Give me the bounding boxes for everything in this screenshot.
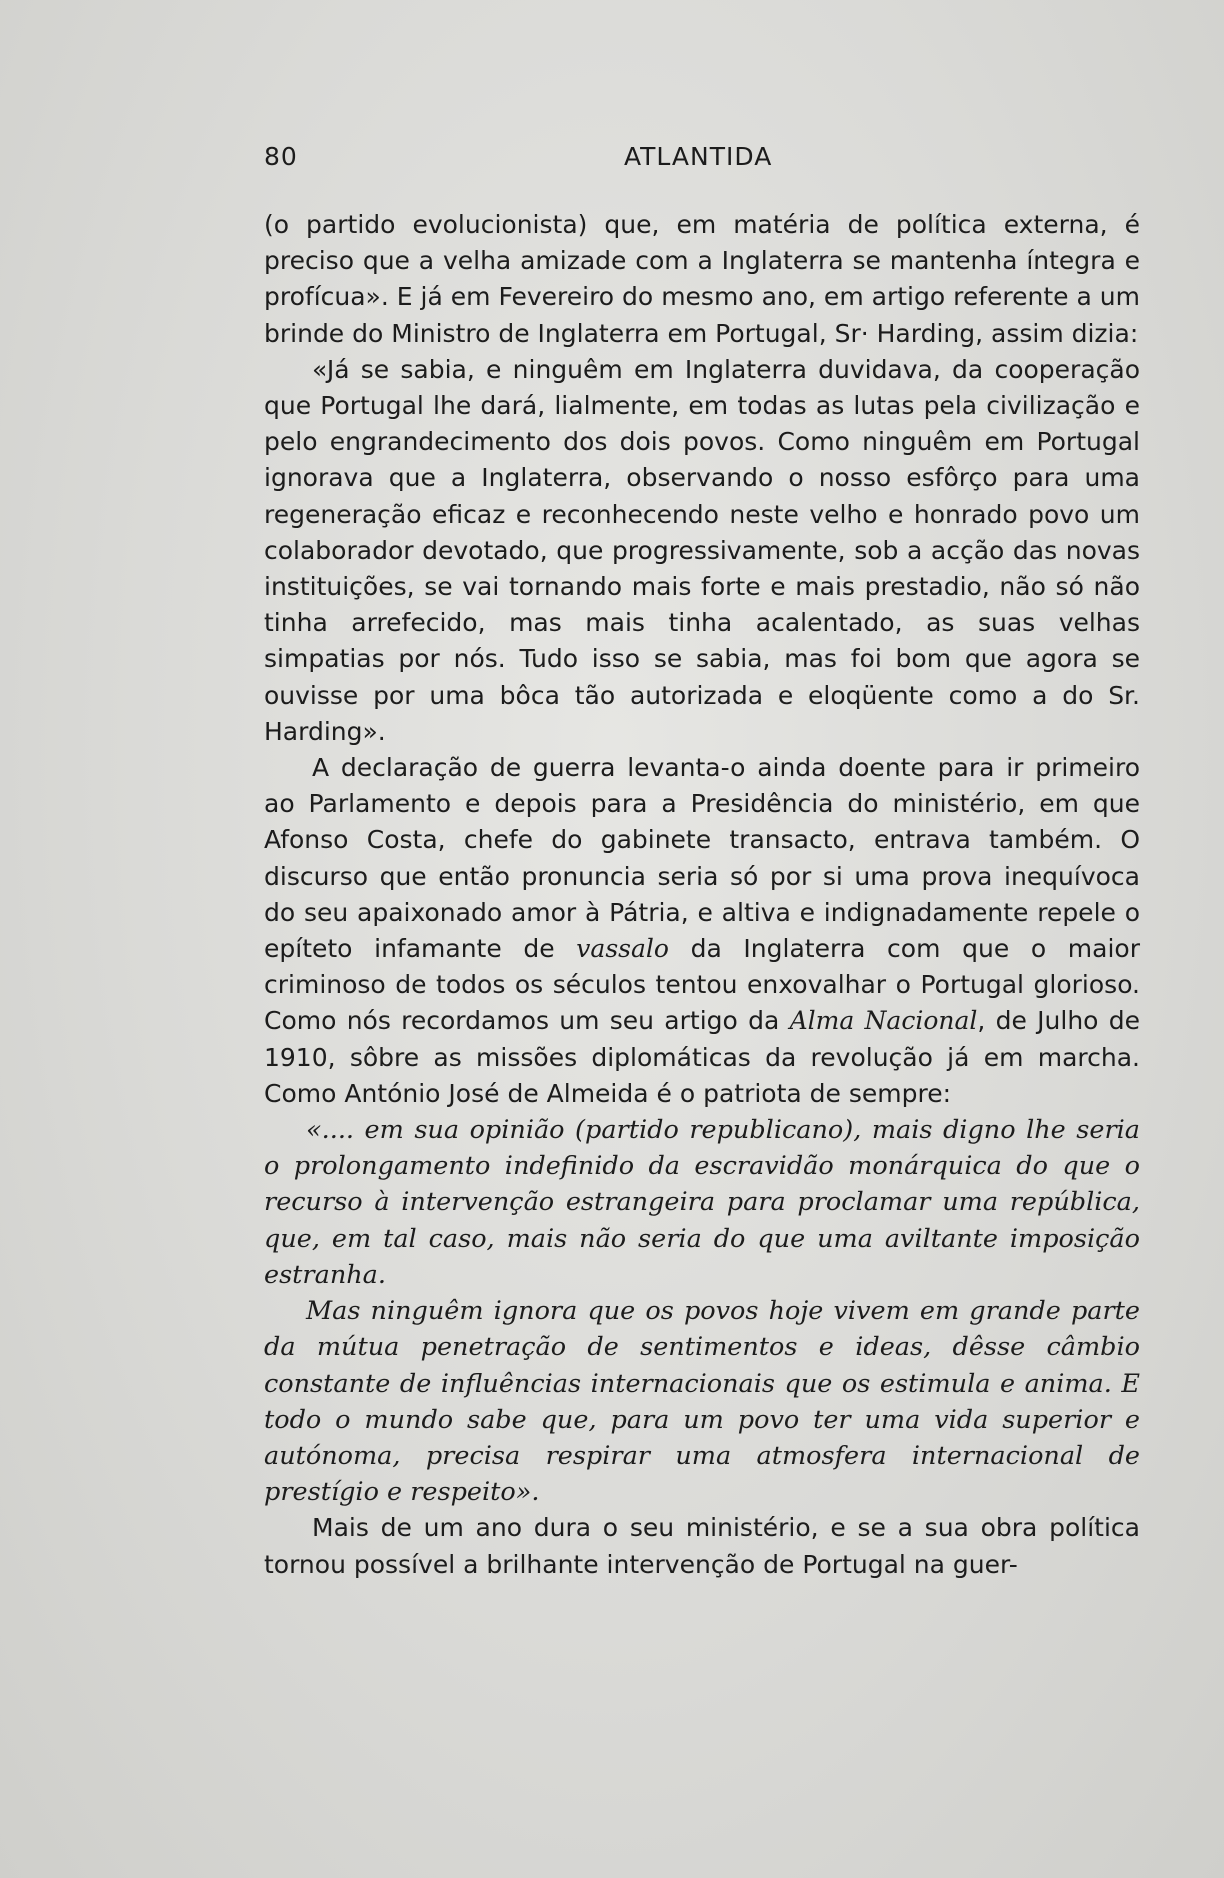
- italic-quotation-2: Mas ninguêm ignora que os povos hoje vivem em grande parte da mútua penetração de sentimentos e ideas, dêsse câmbio constante de influências internacionais que os estimula e anima. E todo o mundo sabe que, para um povo ter uma vida superior e autónoma, precisa respirar uma atmosfera internacional de prestígio e respeito».: [264, 1296, 1140, 1508]
- paragraph-3-text-a: A declaração de guerra levanta-o ainda doente para ir primeiro ao Parlamento e depois para a Presidência do ministério, em que Afonso Costa, chefe do gabinete transacto, entrava também. O discurso que então pronuncia seria só por si uma prova inequívoca do seu apaixonado amor à Pátria, e altiva e indignadamente repele o epíteto infamante de: [264, 753, 1140, 964]
- paragraph-3-text-b: da Inglaterra com que o maior criminoso de todos os séculos tentou enxovalhar o Portugal glorioso. Como nós recordamos um seu artigo da: [264, 934, 1140, 1036]
- paragraph-2-quotation: «Já se sabia, e ninguêm em Inglaterra duvidava, da cooperação que Portugal lhe dará, lialmente, em todas as lutas pela civilização e pelo engrandecimento dos dois povos. Como ninguêm em Portugal ignorava que a Inglaterra, observando o nosso esfôrço para uma regeneração eficaz e reconhecendo neste velho e honrado povo um colaborador devotado, que progressivamente, sob a acção das novas instituições, se vai tornando mais forte e mais prestadio, não só não tinha arrefecido, mas mais tinha acalentado, as suas velhas simpatias por nós. Tudo isso se sabia, mas foi bom que agora se ouvisse por uma bôca tão autorizada e eloqüente como a do Sr. Harding».: [264, 354, 1140, 746]
- running-head: [264, 142, 1140, 182]
- paragraph-4: Mais de um ano dura o seu ministério, e se a sua obra política tornou possível a brilhante intervenção de Portugal na guer-: [264, 1513, 1140, 1579]
- page-number: 80: [264, 142, 298, 171]
- italic-quotation-1: «.... em sua opinião (partido republicano), mais digno lhe seria o prolongamento indefinido da escravidão monárquica do que o recurso à intervenção estrangeira para proclamar uma república, que, em tal caso, mais não seria do que uma aviltante imposição estranha.: [264, 1115, 1140, 1290]
- paragraph-3-text-c: , de Julho de 1910, sôbre as missões diplomáticas da revolução já em marcha. Como António José de Almeida é o patriota de sempre:: [264, 1006, 1140, 1108]
- paragraph-3: [264, 750, 1140, 1112]
- emphasis-alma-nacional: Alma Nacional: [789, 1006, 978, 1036]
- body-text: [264, 207, 1140, 1583]
- emphasis-vassalo: vassalo: [576, 934, 669, 964]
- running-title: ATLANTIDA: [624, 142, 773, 171]
- paragraph-1: (o partido evolucionista) que, em matéria de política externa, é preciso que a velha amizade com a Inglaterra se mantenha íntegra e profícua». E já em Fevereiro do mesmo ano, em artigo referente a um brinde do Ministro de Inglaterra em Portugal, Sr· Harding, assim dizia:: [264, 210, 1140, 348]
